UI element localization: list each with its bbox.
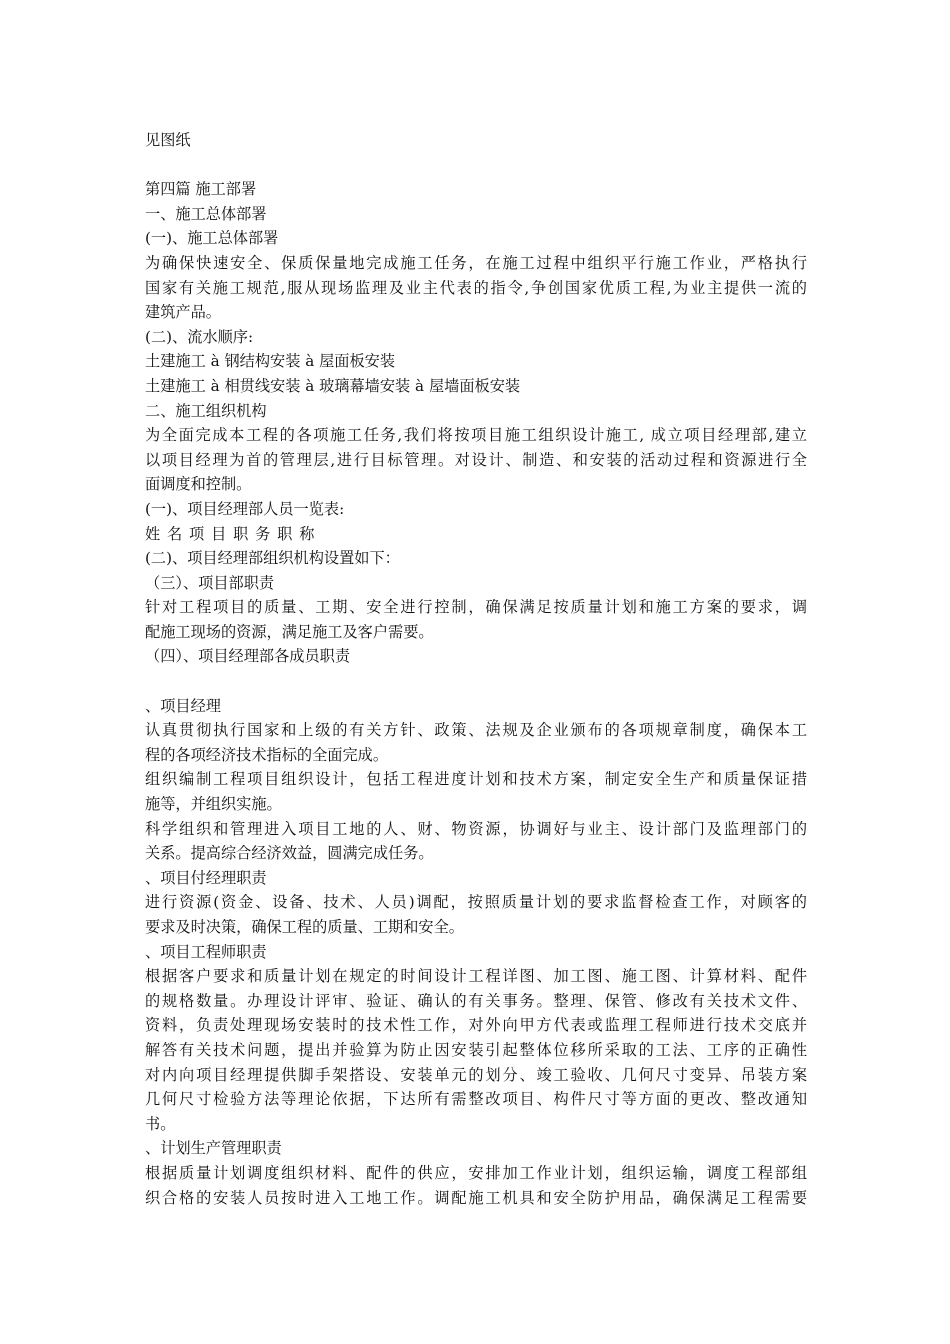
paragraph-line: 关系。提高综合经济效益，圆满完成任务。: [145, 844, 434, 863]
paragraph-line: 进行资源(资金、设备、技术、人员)调配，按照质量计划的要求监督检查工作，对顾客的: [145, 893, 807, 912]
paragraph-line: 科学组织和管理进入项目工地的人、财、物资源，协调好与业主、设计部门及监理部门的: [145, 819, 807, 838]
spacer: [145, 669, 807, 694]
role-heading: 、计划生产管理职责: [145, 1139, 282, 1158]
paragraph-line: 为全面完成本工程的各项施工任务,我们将按项目施工组织设计施工, 成立项目经理部,建立: [145, 426, 807, 445]
paragraph-line: 针对工程项目的质量、工期、安全进行控制，确保满足按质量计划和施工方案的要求，调: [145, 598, 807, 617]
paragraph-line: 对内向项目经理提供脚手架搭设、安装单元的划分、竣工验收、几何尺寸变异、吊装方案: [145, 1065, 807, 1084]
paragraph-line: 建筑产品。: [145, 303, 221, 322]
section-heading: 二、施工组织机构: [145, 401, 267, 420]
section-heading: 一、施工总体部署: [145, 204, 267, 223]
flow-sequence: 土建施工 à 相贯线安装 à 玻璃幕墙安装 à 屋墙面板安装: [145, 376, 521, 395]
spacer: [145, 153, 807, 178]
flow-sequence: 土建施工 à 钢结构安装 à 屋面板安装: [145, 352, 396, 371]
paragraph-line: 织合格的安装人员按时进入工地工作。调配施工机具和安全防护用品，确保满足工程需要: [145, 1188, 807, 1207]
document-page: [145, 128, 807, 1210]
staff-table-header: 姓名项目职务职称: [145, 524, 322, 543]
paragraph-line: 国家有关施工规范,服从现场监理及业主代表的指令,争创国家优质工程,为业主提供一流的: [145, 278, 807, 297]
subsection-heading: (二)、项目经理部组织机构设置如下：: [145, 549, 400, 568]
paragraph-line: 书。: [145, 1114, 176, 1133]
paragraph-line: 的规格数量。办理设计评审、验证、确认的有关事务。整理、保管、修改有关技术文件、: [145, 991, 807, 1010]
paragraph-line: 施等，并组织实施。: [145, 795, 282, 814]
role-heading: 、项目经理: [145, 696, 221, 715]
paragraph-line: 为确保快速安全、保质保量地完成施工任务，在施工过程中组织平行施工作业，严格执行: [145, 253, 807, 272]
paragraph-line: 面调度和控制。: [145, 475, 252, 494]
paragraph-line: 组织编制工程项目组织设计，包括工程进度计划和技术方案，制定安全生产和质量保证措: [145, 770, 807, 789]
paragraph-line: 要求及时决策，确保工程的质量、工期和安全。: [145, 918, 464, 936]
paragraph-line: 配施工现场的资源，满足施工及客户需要。: [145, 622, 434, 641]
subsection-heading: (一)、施工总体部署: [145, 229, 279, 248]
paragraph-line: 资料，负责处理现场安装时的技术性工作，对外向甲方代表或监理工程师进行技术交底并: [145, 1016, 807, 1035]
paragraph-line: 以项目经理为首的管理层,进行目标管理。对设计、制造、和安装的活动过程和资源进行全: [145, 450, 807, 469]
role-heading: 、项目付经理职责: [145, 868, 267, 887]
subsection-heading: （三）、项目部职责: [145, 573, 275, 592]
paragraph-line: 解答有关技术问题，提出并验算为防止因安装引起整体位移所采取的工法、工序的正确性: [145, 1040, 807, 1059]
chapter-title: 第四篇 施工部署: [145, 180, 257, 199]
role-heading: 、项目工程师职责: [145, 942, 267, 961]
see-drawing-note: 见图纸: [145, 131, 191, 149]
subsection-heading: (二)、流水顺序:: [145, 327, 254, 346]
subsection-heading: （四）、项目经理部各成员职责: [145, 647, 351, 666]
paragraph-line: 程的各项经济技术指标的全面完成。: [145, 745, 388, 764]
paragraph-line: 根据客户要求和质量计划在规定的时间设计工程详图、加工图、施工图、计算材料、配件: [145, 967, 807, 986]
paragraph-line: 认真贯彻执行国家和上级的有关方针、政策、法规及企业颁布的各项规章制度，确保本工: [145, 721, 807, 740]
paragraph-line: 几何尺寸检验方法等理论依据，下达所有需整改项目、构件尺寸等方面的更改、整改通知: [145, 1090, 807, 1109]
subsection-heading: (一)、项目经理部人员一览表:: [145, 499, 345, 518]
paragraph-line: 根据质量计划调度组织材料、配件的供应，安排加工作业计划，组织运输，调度工程部组: [145, 1163, 807, 1182]
